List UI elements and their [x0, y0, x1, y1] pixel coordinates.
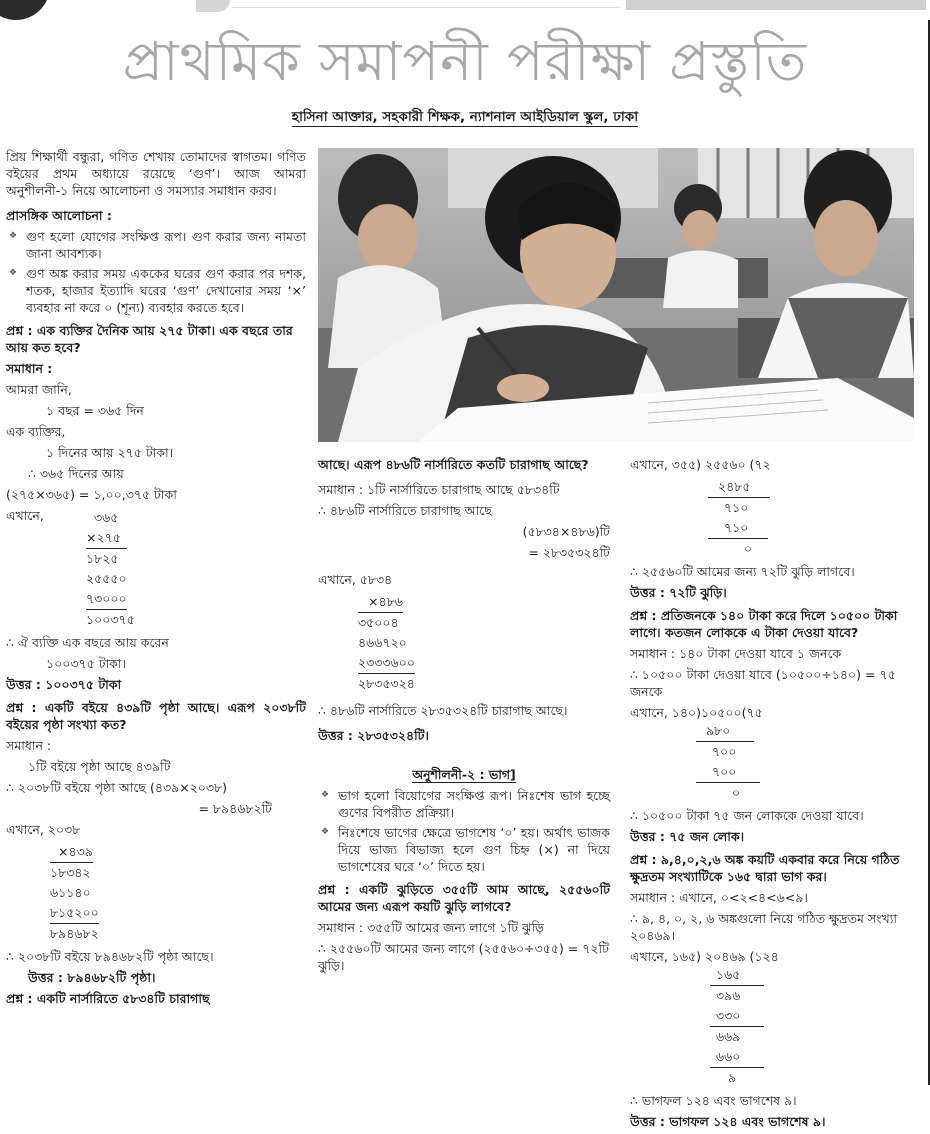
- corner-circle-decoration: [0, 0, 50, 20]
- article-column-2: [318, 456, 610, 978]
- page-title: প্রাথমিক সমাপনী পরীক্ষা প্রস্তুতি: [122, 30, 808, 93]
- question-6: প্রশ্ন : ৯,৪,০,২,৬ অঙ্ক কয়টি একবার করে নিয়ে গঠিত ক্ষুদ্রতম সংখ্যাটিকে ১৬৫ দ্বারা ভাগ কর।: [630, 852, 900, 884]
- header-gray-tab: [196, 0, 230, 12]
- solution-line: ∴ ১০৫০০ টাকা দেওয়া যাবে (১০৫০০÷১৪০) = ৭৫ জনকে: [630, 667, 896, 699]
- bullet-item: ❖ ভাগ হলো বিয়োগের সংক্ষিপ্ত রূপ। নিঃশেষ ভাগ হচ্ছে গুণের বিপরীত প্রক্রিয়া।: [318, 787, 610, 821]
- calc-line: ৭০০: [696, 762, 922, 783]
- bullet-item: ❖ নিঃশেষে ভাগের ক্ষেত্রে ভাগশেষ ‘০’ হয়। অর্থাৎ ভাজক দিয়ে ভাজ্য বিভাজ্য হলে গুণ চিহ্ন (×) না দিয়ে ভাগশেষের ঘরে ‘০’ দিতে হয়।: [318, 824, 610, 875]
- page-header-strip: [0, 0, 930, 12]
- calc-line: ৭১০: [708, 518, 922, 539]
- question-5: প্রশ্ন : প্রতিজনকে ১৪০ টাকা করে দিলে ১০৫০০ টাকা লাগে। কতজন লোককে এ টাকা দেওয়া যাবে?: [630, 608, 898, 640]
- solution-line: ১ দিনের আয় ২৭৫ টাকা।: [46, 445, 174, 460]
- bullet-list: [6, 228, 306, 316]
- solution-label: সমাধান :: [6, 738, 52, 753]
- author-byline: হাসিনা আক্তার, সহকারী শিক্ষক, ন্যাশনাল আইডিয়াল স্কুল, ঢাকা: [291, 109, 639, 125]
- answer-line: উত্তর : ভাগফল ১২৪ এবং ভাগশেষ ৯।: [630, 1114, 826, 1129]
- calc-line: ×৪৩৯: [50, 842, 306, 863]
- calc-line: ৩৯৬: [716, 988, 741, 1003]
- calc-line: ২৫৫৫০: [86, 571, 127, 586]
- calc-line: ৩৬৫: [94, 510, 119, 525]
- multiplication-working: [358, 592, 610, 694]
- calc-line: ৯: [728, 1070, 737, 1085]
- answer-line: উত্তর : ১০০৩৭৫ টাকা: [6, 677, 122, 692]
- calc-line: ২৩৩৩৬০০: [358, 653, 610, 674]
- calc-line: ৭১০: [724, 500, 749, 515]
- solution-line: সমাধান : এখানে, ০<২<৪<৬<৯।: [630, 890, 808, 905]
- calc-line: ১০০৩৭৫: [86, 612, 135, 627]
- calc-line: ১৮২৫: [86, 551, 119, 566]
- question-4: প্রশ্ন : একটি ঝুড়িতে ৩৫৫টি আম আছে, ২৫৫৬০টি আমের জন্য এরূপ কয়টি ঝুড়ি লাগবে?: [318, 882, 610, 914]
- solution-line: (৫৮৩৪×৪৮৬)টি: [522, 524, 610, 539]
- question-2: প্রশ্ন : একটি বইয়ে ৪৩৯টি পৃষ্ঠা আছে। এরূপ ২০৩৮টি বইয়ের পৃষ্ঠা সংখ্যা কত?: [6, 700, 306, 732]
- solution-line: এখানে,: [6, 508, 44, 523]
- answer-line: উত্তর : ২৮৩৫৩২৪টি।: [318, 728, 429, 743]
- solution-line: ∴ ২৫৫৬০টি আমের জন্য লাগে (২৫৫৬০÷৩৫৫) = ৭২টি ঝুড়ি।: [318, 941, 609, 973]
- solution-line: আমরা জানি,: [6, 382, 72, 397]
- calc-line: ৩৩০: [710, 1006, 922, 1027]
- solution-line: ∴ ১০৫০০ টাকা ৭৫ জন লোককে দেওয়া যাবে।: [630, 808, 864, 823]
- question-1: প্রশ্ন : এক ব্যক্তির দৈনিক আয় ২৭৫ টাকা। এক বছরে তার আয় কত হবে?: [6, 323, 293, 355]
- article-column-3: [630, 456, 922, 1134]
- division-working: [710, 965, 922, 1088]
- solution-line: সমাধান : ১৪০ টাকা দেওয়া যাবে ১ জনকে: [630, 646, 842, 661]
- students-writing-image: [318, 148, 914, 442]
- solution-line: ∴ ২০৩৮টি বইয়ে পৃষ্ঠা আছে (৪৩৯×২০৩৮): [6, 780, 228, 795]
- multiplication-working: [50, 842, 306, 944]
- answer-line: উত্তর : ৭৫ জন লোক।: [630, 829, 745, 844]
- calc-line: ৮৯৪৬৮২: [50, 926, 99, 941]
- solution-line: = ২৮৩৫৩২৪টি: [528, 545, 610, 560]
- solution-line: ∴ ৩৬৫ দিনের আয়: [28, 466, 124, 481]
- calc-line: ১৮৩৪২: [50, 865, 91, 880]
- section-heading: প্রাসঙ্গিক আলোচনা :: [6, 208, 112, 223]
- bullet-item: ❖ গুণ অঙ্ক করার সময় এককের ঘরের গুণ করার পর দশক, শতক, হাজার ইত্যাদি ঘরের ‘গুণ’ দেখানোর সময় ‘×’ ব্যবহার না করে ০ (শূন্য) ব্যবহার করতে হবে।: [6, 265, 306, 316]
- question-3-start: প্রশ্ন : একটি নার্সারিতে ৫৮৩৪টি চারাগাছ: [6, 991, 210, 1006]
- header-text-strip: [232, 0, 620, 8]
- calc-line: ৮১৫২০০: [50, 903, 306, 924]
- calc-line: ৩৫০০৪: [358, 615, 399, 630]
- header-gray-bar: [626, 0, 926, 10]
- solution-line: এখানে, ১৬৫) ২০৪৬৯ (১২৪: [630, 949, 779, 964]
- solution-label: সমাধান :: [6, 361, 53, 376]
- solution-line: এখানে, ২০৩৮: [6, 822, 81, 837]
- calc-line: ৬১১৪০: [50, 885, 91, 900]
- division-working: [696, 721, 922, 803]
- solution-line: ∴ ২০৩৮টি বইয়ে ৮৯৪৬৮২টি পৃষ্ঠা আছে।: [6, 949, 214, 964]
- calc-line: ৬৬৯: [716, 1029, 741, 1044]
- bullet-list: [318, 787, 610, 875]
- solution-line: এখানে, ১৪০)১০৫০০(৭৫: [630, 705, 763, 720]
- solution-line: (২৭৫×৩৬৫) = ১,০০,৩৭৫ টাকা: [6, 487, 177, 502]
- calc-line: ১৬৫: [710, 965, 922, 986]
- calc-line: ০: [744, 541, 753, 556]
- answer-line: উত্তর : ৮৯৪৬৮২টি পৃষ্ঠা।: [28, 970, 156, 985]
- solution-line: এখানে, ৫৮৩৪: [318, 572, 393, 587]
- calc-line: ×২৭৫: [86, 528, 306, 549]
- solution-line: = ৮৯৪৬৮২টি: [198, 801, 272, 816]
- solution-line: ∴ ৪৮৬টি নার্সারিতে চারাগাছ আছে: [318, 503, 492, 518]
- calc-line: ×৪৮৬: [358, 592, 610, 613]
- solution-line: ∴ ২৫৫৬০টি আমের জন্য ৭২টি ঝুড়ি লাগবে।: [630, 564, 855, 579]
- solution-line: সমাধান : ৩৫৫টি আমের জন্য লাগে ১টি ঝুড়ি: [318, 920, 544, 935]
- solution-line: ১০০৩৭৫ টাকা।: [46, 656, 126, 671]
- intro-paragraph: প্রিয় শিক্ষার্থী বন্ধুরা, গণিত শেখায় তোমাদের স্বাগতম। গণিত বইয়ের প্রথম অধ্যায়ে রয়েছে ‘গুণ’। আজ আমরা অনুশীলনী-১ নিয়ে আলোচনা ও সমস্যার সমাধান করব।: [6, 149, 306, 198]
- exercise-2-heading: অনুশীলনী-২ : ভাগ]: [412, 767, 516, 782]
- solution-line: ∴ ভাগফল ১২৪ এবং ভাগশেষ ৯।: [630, 1093, 797, 1108]
- classroom-exam-photo: [318, 148, 914, 442]
- bullet-item: ❖ গুণ হলো যোগের সংক্ষিপ্ত রূপ। গুণ করার জন্য নামতা জানা আবশ্যক।: [6, 228, 306, 262]
- article-column-1: [6, 148, 306, 1011]
- calc-line: ২৮৩৫৩২৪: [358, 676, 415, 691]
- solution-line: ১টি বইয়ে পৃষ্ঠা আছে ৪৩৯টি: [28, 759, 171, 774]
- solution-line: ∴ ৯, ৪, ০, ২, ৬ অঙ্কগুলো নিয়ে গঠিত ক্ষুদ্রতম সংখ্যা ২০৪৬৯।: [630, 911, 897, 943]
- calc-line: ৪৬৬৭২০: [358, 635, 407, 650]
- calc-line: ২৪৮৫: [708, 477, 922, 498]
- answer-line: উত্তর : ৭২টি ঝুড়ি।: [630, 585, 727, 600]
- calc-line: ৯৮০: [696, 721, 922, 742]
- solution-line: এক ব্যক্তির,: [6, 424, 66, 439]
- multiplication-working: [86, 508, 306, 630]
- calc-line: ৭৩০০০: [86, 589, 306, 610]
- solution-line: সমাধান : ১টি নার্সারিতে চারাগাছ আছে ৫৮৩৪টি: [318, 482, 560, 497]
- solution-line: ∴ ঐ ব্যক্তি এক বছরে আয় করেন: [6, 635, 169, 650]
- solution-line: ১ বছর = ৩৬৫ দিন: [46, 403, 144, 418]
- calc-line: ৬৬০: [710, 1047, 922, 1068]
- calc-line: ৭০০: [712, 744, 737, 759]
- question-3-continued: আছে। এরূপ ৪৮৬টি নার্সারিতে কতটি চারাগাছ আছে?: [318, 457, 589, 472]
- division-working: [708, 477, 922, 559]
- calc-line: ০: [732, 785, 741, 800]
- solution-line: এখানে, ৩৫৫) ২৫৫৬০ (৭২: [630, 457, 771, 472]
- solution-line: ∴ ৪৮৬টি নার্সারিতে ২৮৩৫৩২৪টি চারাগাছ আছে।: [318, 703, 568, 718]
